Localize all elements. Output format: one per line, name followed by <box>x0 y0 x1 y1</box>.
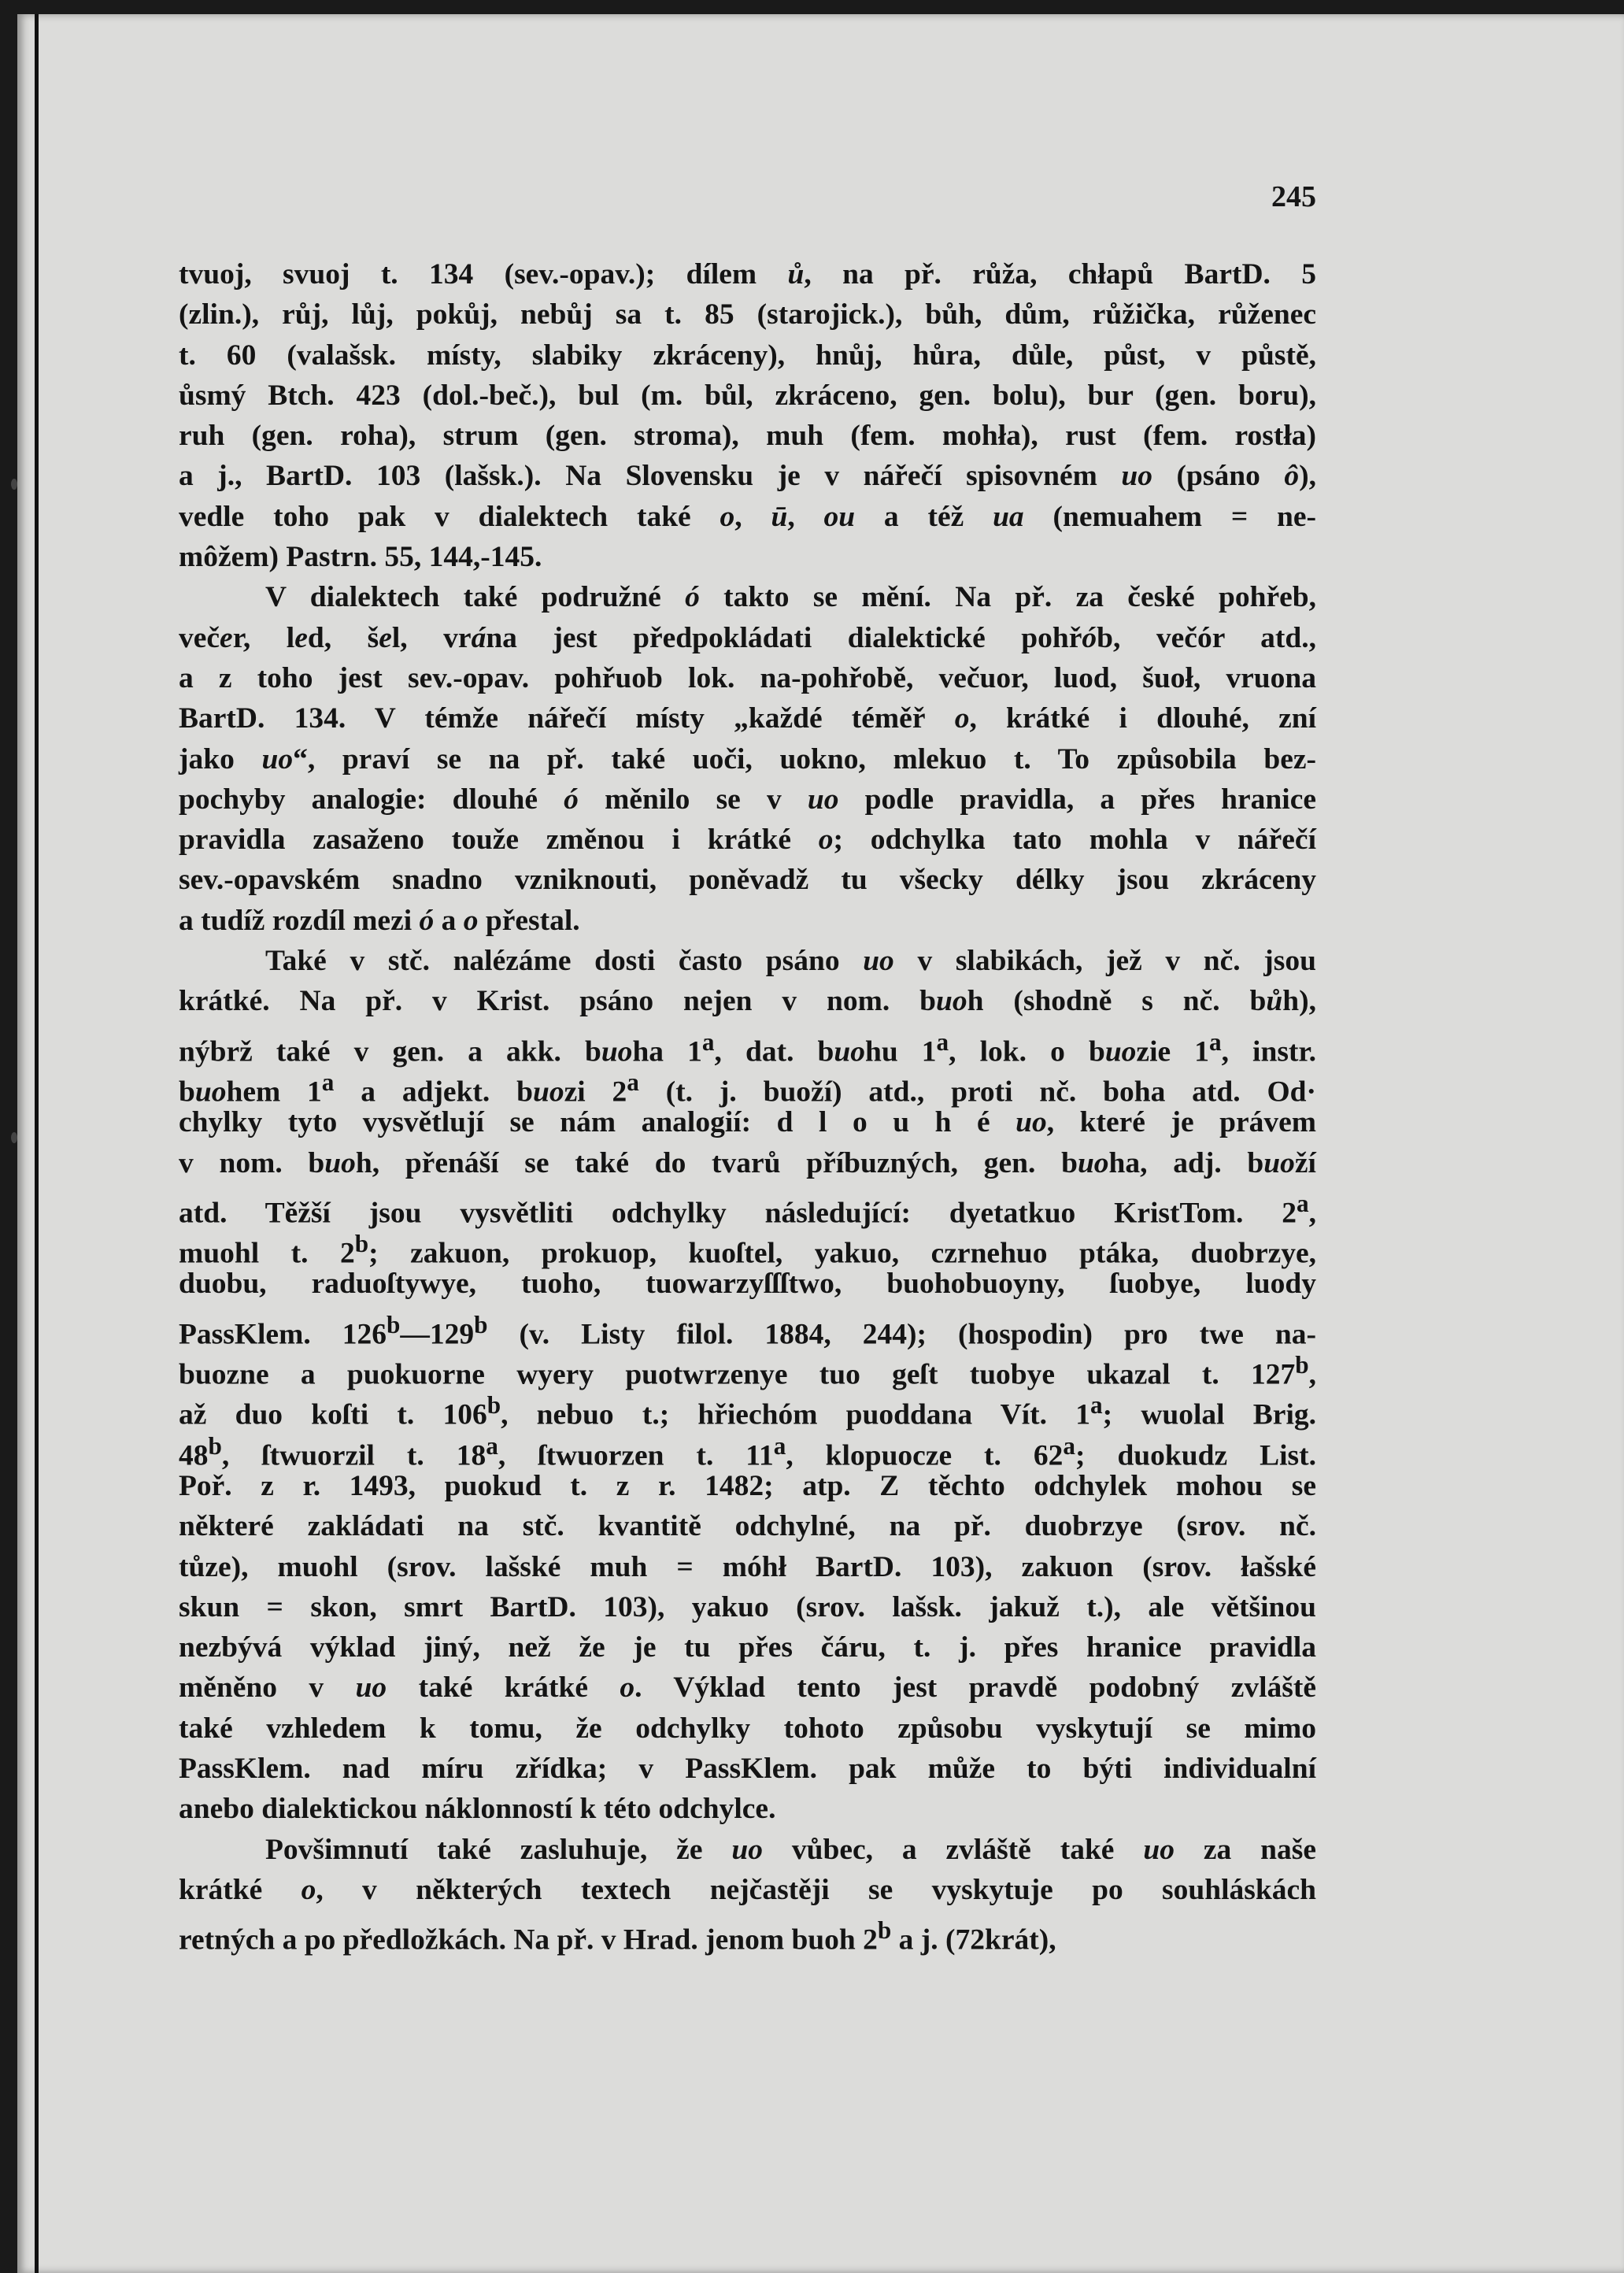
paragraph <box>179 1830 1316 1956</box>
paragraph <box>179 254 1316 577</box>
text-line: večer, led, šel, vrána jest předpokládati dialektické pohřób, večór atd., <box>179 621 1317 654</box>
text-line: PassKlem. 126$^b$—129$^b$ (v. Listy filol. 1884, 244); (hospodin) pro twe na- <box>179 1310 1316 1351</box>
text-line: tůze), muohl (srov. lašské muh = móhł BartD. 103), zakuon (srov. łašské <box>179 1550 1316 1583</box>
text-line: duobu, raduoſtywye, tuoho, tuowarzyſſſtwo, buohobuoyny, ſuobye, luody <box>179 1268 1316 1301</box>
text-line: BartD. 134. V témže nářečí místy „každé téměř o, krátké i dlouhé, zní <box>179 702 1316 735</box>
text-line: anebo dialektickou náklonností k této odchylce. <box>179 1793 776 1826</box>
paragraph <box>179 941 1316 1830</box>
text-line: buozne a puokuorne wyery puotwrzenye tuo geſt tuobye ukazal t. 127$^b$, <box>179 1351 1316 1391</box>
text-line: některé zakládati na stč. kvantitě odchylné, na př. duobrzye (srov. nč. <box>179 1510 1316 1543</box>
text-line: až duo koſti t. 106$^b$, nebuo t.; hřiechóm puoddana Vít. 1$^a$; wuolal Brig. <box>179 1391 1316 1431</box>
text-line: pravidla zasaženo touže změnou i krátké o; odchylka tato mohla v nářečí <box>179 824 1316 857</box>
text-line: v nom. buoh, přenáší se také do tvarů příbuzných, gen. buoha, adj. buoží <box>179 1146 1316 1179</box>
text-line: nýbrž také v gen. a akk. buoha 1$^a$, dat. buohu 1$^a$, lok. o buozie 1$^a$, instr. <box>179 1027 1316 1068</box>
text-line: ůsmý Btch. 423 (dol.-beč.), bul (m. bůl, zkráceno, gen. bolu), bur (gen. boru), <box>179 379 1316 412</box>
page-number: 245 <box>1271 180 1316 213</box>
page-binding-edge <box>35 14 39 2273</box>
text-line: Povšimnutí také zasluhuje, že uo vůbec, a zvláště také uo za naše <box>265 1833 1316 1866</box>
text-line: buohem 1$^a$ a adjekt. buozi 2$^a$ (t. j. buoží) atd., proti nč. boha atd. Od· <box>179 1068 1316 1109</box>
text-line: pochyby analogie: dlouhé ó měnilo se v uo podle pravidla, a přes hranice <box>179 783 1316 816</box>
text-line: krátké. Na př. v Krist. psáno nejen v nom. buoh (shodně s nč. bůh), <box>179 985 1316 1018</box>
margin-mark <box>11 479 17 490</box>
text-line: chylky tyto vysvětlují se nám analogií: d l o u h é uo, které je právem <box>179 1106 1316 1139</box>
text-line: a tudíž rozdíl mezi ó a o přestal. <box>179 904 580 937</box>
text-line: tvuoj, svuoj t. 134 (sev.-opav.); dílem ů, na př. růža, chłapů BartD. 5 <box>179 258 1316 291</box>
text-line: atd. Těžší jsou vysvětliti odchylky následující: dyetatkuo KristTom. 2$^a$, <box>179 1189 1316 1230</box>
text-line: Poř. z r. 1493, puokud t. z r. 1482; atp. Z těchto odchylek mohou se <box>179 1469 1316 1502</box>
text-line: a z toho jest sev.-opav. pohřuob lok. na-pohřobě, večuor, luod, šuoł, vruona <box>179 661 1316 694</box>
text-line: také vzhledem k tomu, že odchylky tohoto způsobu vyskytují se mimo <box>179 1712 1316 1745</box>
text-line: retných a po předložkách. Na př. v Hrad. jenom buoh 2$^b$ a j. (72krát), <box>179 1916 1056 1956</box>
paragraph <box>179 577 1316 941</box>
text-line: môžem) Pastrn. 55, 144,-145. <box>179 541 542 574</box>
text-line: krátké o, v některých textech nejčastěji se vyskytuje po souhláskách <box>179 1873 1316 1906</box>
book-page <box>17 14 1624 2273</box>
text-line: 48$^b$, ſtwuorzil t. 18$^a$, ſtwuorzen t. 11$^a$, klopuocze t. 62$^a$; duokudz List. <box>179 1431 1316 1472</box>
text-line: skun = skon, smrt BartD. 103), yakuo (srov. lašsk. jakuž t.), ale většinou <box>179 1590 1316 1623</box>
text-line: V dialektech také podružné ó takto se mění. Na př. za české pohřeb, <box>265 581 1316 614</box>
text-line: jako uo“, praví se na př. také uoči, uokno, mlekuo t. To způsobila bez- <box>179 742 1317 776</box>
body-text <box>179 254 1317 1956</box>
text-line: sev.-opavském snadno vzniknouti, poněvadž tu všecky délky jsou zkráceny <box>179 864 1316 897</box>
text-line: ruh (gen. roha), strum (gen. stroma), muh (fem. mohła), rust (fem. rostła) <box>179 420 1316 453</box>
margin-mark <box>11 1132 17 1143</box>
text-line: PassKlem. nad míru zřídka; v PassKlem. pak může to býti individualní <box>179 1752 1316 1785</box>
text-line: vedle toho pak v dialektech také o, ū, ou a též ua (nemuahem = ne- <box>179 500 1317 533</box>
text-line: a j., BartD. 103 (lašsk.). Na Slovensku je v nářečí spisovném uo (psáno ô), <box>179 460 1316 493</box>
text-line: Také v stč. nalézáme dosti často psáno uo v slabikách, jež v nč. jsou <box>265 945 1316 978</box>
text-line: (zlin.), růj, lůj, pokůj, nebůj sa t. 85 (starojick.), bůh, dům, růžička, růženec <box>179 298 1316 331</box>
text-line: t. 60 (valašsk. místy, slabiky zkráceny), hnůj, hůra, důle, půst, v půstě, <box>179 339 1316 372</box>
text-line: muohl t. 2$^b$; zakuon, prokuop, kuoſtel, yakuo, czrnehuo ptáka, duobrzye, <box>179 1230 1317 1270</box>
text-line: nezbývá výklad jiný, než že je tu přes čáru, t. j. přes hranice pravidla <box>179 1631 1316 1664</box>
text-line: měněno v uo také krátké o. Výklad tento jest pravdě podobný zvláště <box>179 1671 1316 1705</box>
